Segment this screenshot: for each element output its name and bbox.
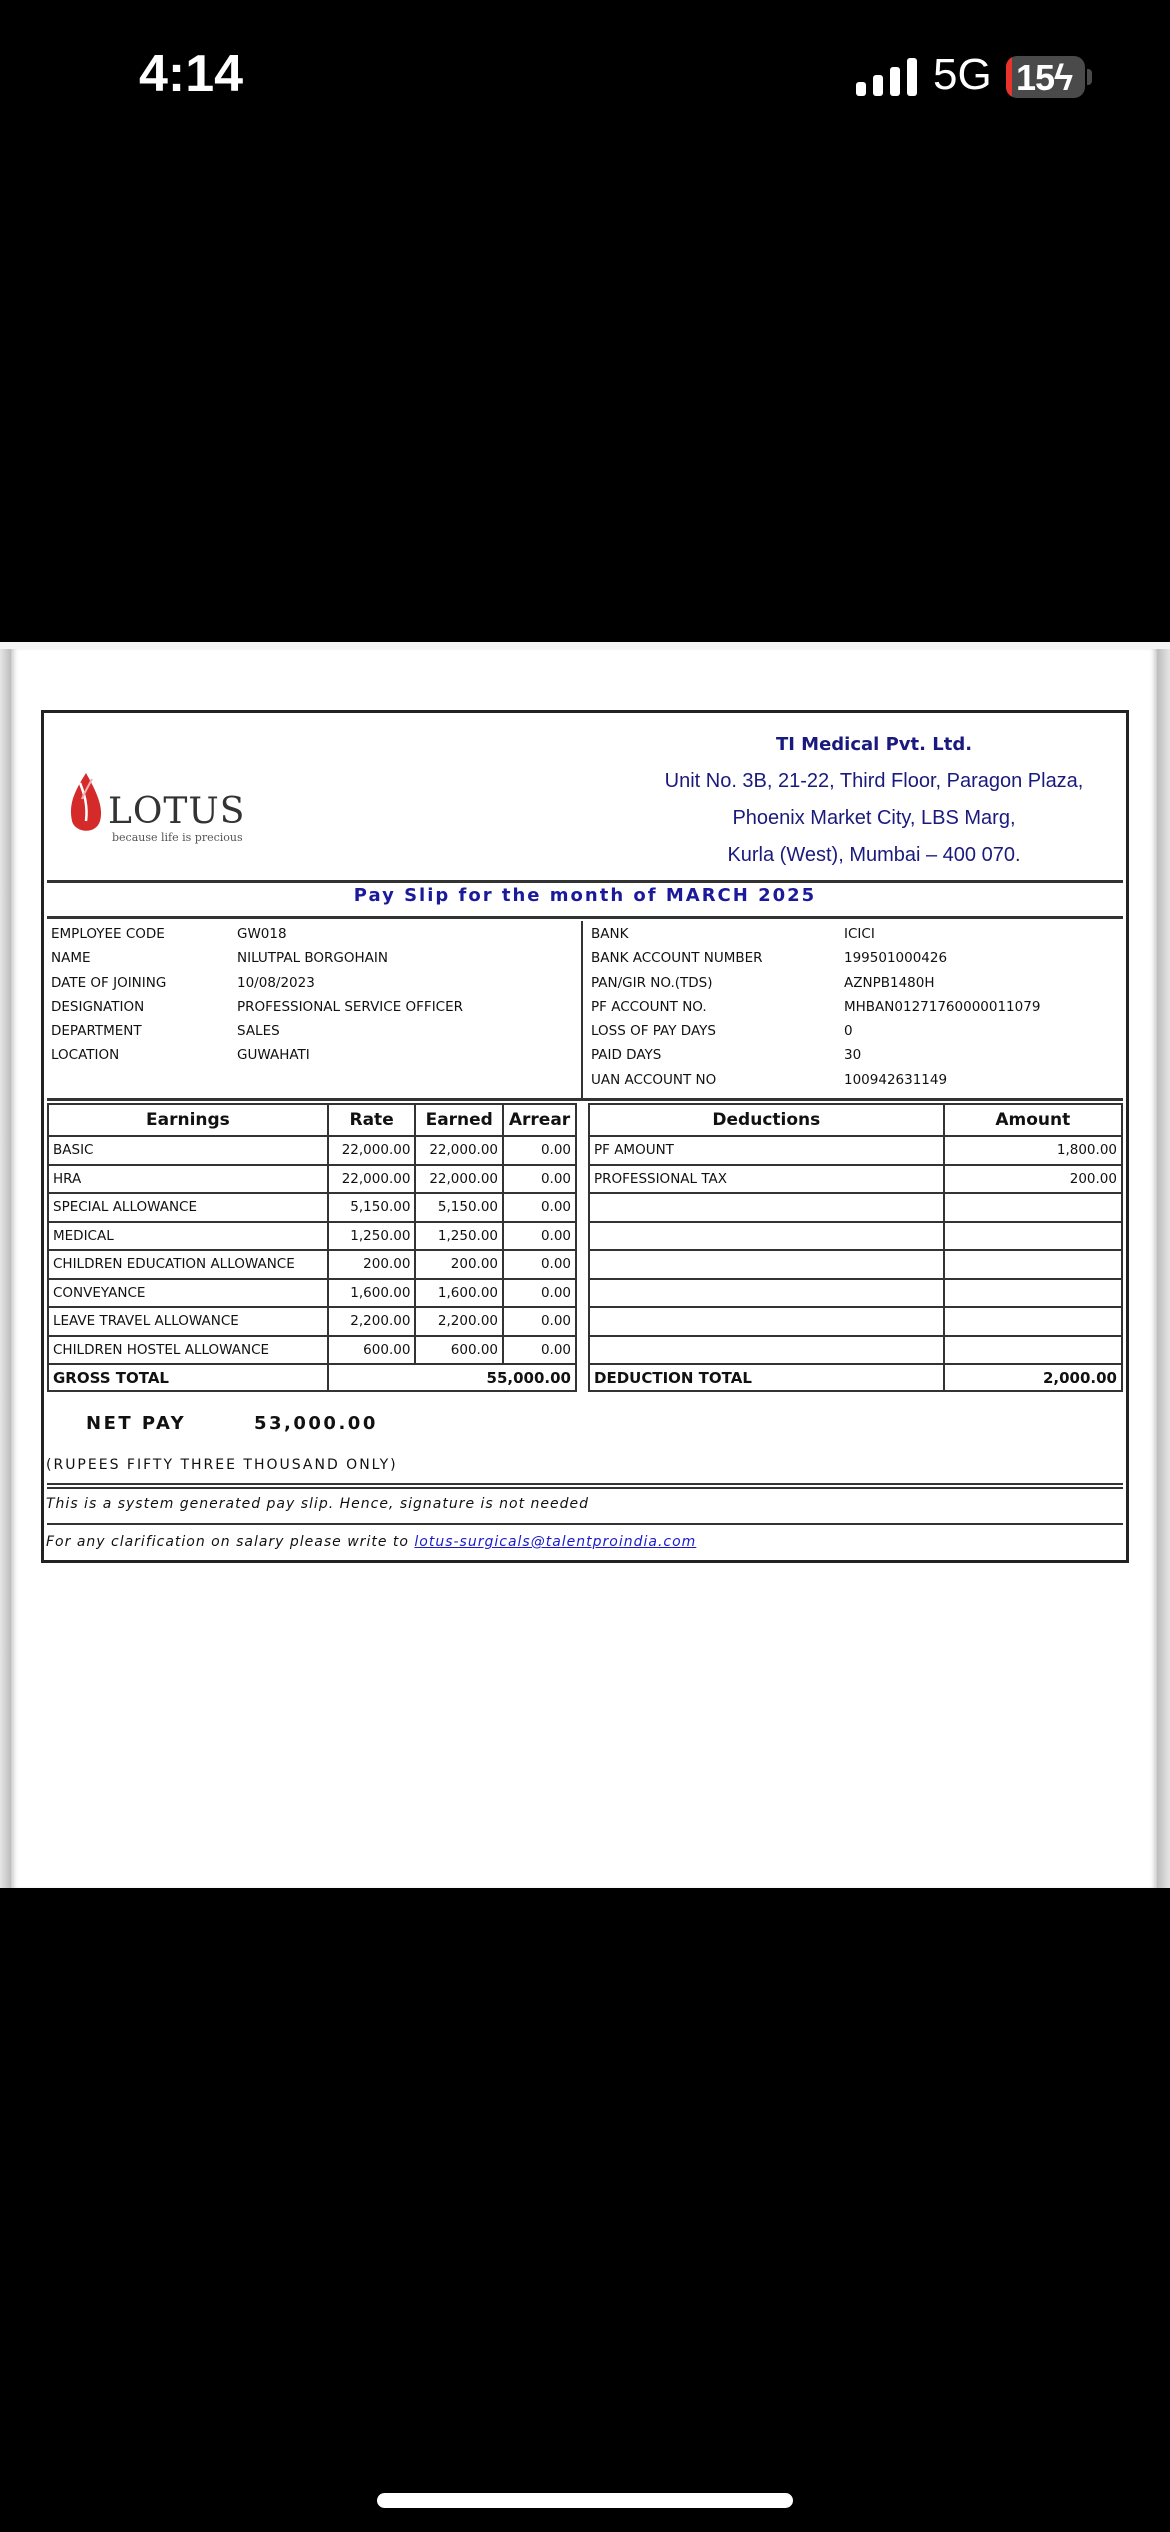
col-header-earnings: Earnings	[48, 1104, 328, 1136]
payslip	[41, 710, 1129, 1563]
status-bar	[0, 0, 1170, 150]
earning-arrear: 0.00	[503, 1193, 576, 1222]
info-label: LOSS OF PAY DAYS	[591, 1023, 716, 1040]
table-row	[48, 1336, 576, 1365]
deduction-name	[589, 1279, 944, 1308]
info-row-employee-code	[51, 926, 463, 950]
col-header-arrear: Arrear	[503, 1104, 576, 1136]
earning-name: SPECIAL ALLOWANCE	[48, 1193, 328, 1222]
deduction-name	[589, 1250, 944, 1279]
page-shadow-right	[1157, 649, 1170, 1888]
divider	[47, 1098, 1123, 1101]
cellular-signal-icon	[856, 58, 918, 96]
earning-arrear: 0.00	[503, 1136, 576, 1165]
deduction-name	[589, 1336, 944, 1365]
earning-rate: 200.00	[328, 1250, 416, 1279]
earning-earned: 2,200.00	[415, 1307, 503, 1336]
deduction-total-label: DEDUCTION TOTAL	[589, 1364, 944, 1391]
info-label: BANK ACCOUNT NUMBER	[591, 950, 763, 967]
table-row	[48, 1307, 576, 1336]
deduction-name: PROFESSIONAL TAX	[589, 1165, 944, 1194]
company-info	[624, 726, 1124, 874]
earning-arrear: 0.00	[503, 1250, 576, 1279]
deduction-amount	[944, 1250, 1122, 1279]
network-type: 5G	[933, 50, 992, 99]
deduction-amount	[944, 1279, 1122, 1308]
col-header-deductions: Deductions	[589, 1104, 944, 1136]
clock: 4:14	[139, 45, 244, 103]
net-pay-in-words: (RUPEES FIFTY THREE THOUSAND ONLY)	[46, 1457, 398, 1473]
info-value: PROFESSIONAL SERVICE OFFICER	[237, 998, 464, 1015]
deduction-amount	[944, 1222, 1122, 1251]
info-row-paid-days	[591, 1047, 1040, 1071]
clarification-text: For any clarification on salary please write to	[46, 1534, 415, 1550]
info-row-date-of-joining	[51, 975, 463, 999]
net-pay	[86, 1413, 378, 1434]
earning-rate: 600.00	[328, 1336, 416, 1365]
table-header	[589, 1104, 1122, 1136]
info-value: 30	[844, 1047, 862, 1064]
bank-info	[591, 926, 1040, 1096]
gross-total-row	[48, 1364, 576, 1391]
earning-name: MEDICAL	[48, 1222, 328, 1251]
earning-arrear: 0.00	[503, 1307, 576, 1336]
earning-name: BASIC	[48, 1136, 328, 1165]
company-logo	[66, 769, 266, 859]
divider	[47, 916, 1123, 919]
info-label: PF ACCOUNT NO.	[591, 998, 707, 1015]
earning-earned: 22,000.00	[415, 1165, 503, 1194]
net-pay-value: 53,000.00	[254, 1413, 378, 1434]
info-row-name	[51, 950, 463, 974]
table-row	[589, 1136, 1122, 1165]
info-row-uan	[591, 1072, 1040, 1096]
earning-arrear: 0.00	[503, 1336, 576, 1365]
deduction-total-row	[589, 1364, 1122, 1391]
info-value: 10/08/2023	[237, 974, 315, 991]
col-header-amount: Amount	[944, 1104, 1122, 1136]
earning-name: HRA	[48, 1165, 328, 1194]
table-row	[48, 1279, 576, 1308]
table-row	[589, 1307, 1122, 1336]
battery-cap	[1087, 69, 1092, 85]
support-email-link[interactable]: lotus-surgicals@talentproindia.com	[414, 1534, 697, 1550]
info-label: UAN ACCOUNT NO	[591, 1071, 717, 1088]
table-row	[589, 1279, 1122, 1308]
double-divider	[47, 1483, 1123, 1489]
info-row-location	[51, 1047, 463, 1071]
payslip-title: Pay Slip for the month of MARCH 2025	[353, 885, 817, 906]
info-value: GW018	[237, 926, 287, 942]
table-row	[48, 1193, 576, 1222]
info-value: 0	[844, 1023, 853, 1040]
company-address-line: Kurla (West), Mumbai – 400 070.	[727, 844, 1021, 866]
info-label: NAME	[51, 950, 91, 967]
earning-arrear: 0.00	[503, 1165, 576, 1194]
table-row	[48, 1136, 576, 1165]
deduction-name	[589, 1307, 944, 1336]
clarification-note	[46, 1534, 696, 1550]
deduction-total-value: 2,000.00	[944, 1364, 1122, 1391]
earning-rate: 2,200.00	[328, 1307, 416, 1336]
info-divider	[581, 921, 583, 1098]
deduction-amount	[944, 1336, 1122, 1365]
info-value: GUWAHATI	[237, 1047, 310, 1064]
table-row	[589, 1250, 1122, 1279]
info-value: NILUTPAL BORGOHAIN	[237, 950, 388, 967]
battery-icon	[1006, 56, 1085, 98]
earning-name: CHILDREN EDUCATION ALLOWANCE	[48, 1250, 328, 1279]
info-value: ICICI	[844, 926, 875, 942]
info-value: SALES	[237, 1023, 280, 1040]
deduction-amount: 1,800.00	[944, 1136, 1122, 1165]
earning-rate: 22,000.00	[328, 1165, 416, 1194]
earning-rate: 1,600.00	[328, 1279, 416, 1308]
info-label: DESIGNATION	[51, 998, 145, 1015]
page-shadow-left	[0, 649, 11, 1888]
info-row-department	[51, 1023, 463, 1047]
table-row	[589, 1165, 1122, 1194]
table-row	[48, 1165, 576, 1194]
table-row	[589, 1193, 1122, 1222]
info-row-loss-of-pay	[591, 1023, 1040, 1047]
earning-earned: 200.00	[415, 1250, 503, 1279]
earning-rate: 5,150.00	[328, 1193, 416, 1222]
earning-name: CONVEYANCE	[48, 1279, 328, 1308]
earning-name: CHILDREN HOSTEL ALLOWANCE	[48, 1336, 328, 1365]
deduction-name: PF AMOUNT	[589, 1136, 944, 1165]
home-indicator[interactable]	[377, 2493, 793, 2508]
gross-total-value: 55,000.00	[328, 1364, 576, 1391]
info-value: 199501000426	[844, 950, 948, 967]
earning-arrear: 0.00	[503, 1222, 576, 1251]
gross-total-label: GROSS TOTAL	[48, 1364, 328, 1391]
info-row-bank	[591, 926, 1040, 950]
lotus-flame-icon	[66, 769, 106, 839]
earnings-table	[47, 1103, 577, 1392]
table-row	[48, 1250, 576, 1279]
deductions-table	[588, 1103, 1123, 1392]
info-label: PAID DAYS	[591, 1047, 662, 1064]
deduction-amount: 200.00	[944, 1165, 1122, 1194]
col-header-rate: Rate	[328, 1104, 416, 1136]
info-label: PAN/GIR NO.(TDS)	[591, 974, 713, 991]
earning-earned: 1,600.00	[415, 1279, 503, 1308]
info-value: AZNPB1480H	[844, 974, 935, 991]
logo-text: LOTUS	[108, 791, 246, 832]
system-generated-note: This is a system generated pay slip. Hence, signature is not needed	[46, 1496, 590, 1512]
table-header	[48, 1104, 576, 1136]
net-pay-label: NET PAY	[86, 1413, 187, 1434]
earning-name: LEAVE TRAVEL ALLOWANCE	[48, 1307, 328, 1336]
deduction-name	[589, 1193, 944, 1222]
employee-info	[51, 926, 463, 1072]
info-label: EMPLOYEE CODE	[51, 926, 165, 942]
table-row	[48, 1222, 576, 1251]
earning-earned: 1,250.00	[415, 1222, 503, 1251]
info-row-designation	[51, 999, 463, 1023]
info-label: DATE OF JOINING	[51, 974, 167, 991]
earning-earned: 5,150.00	[415, 1193, 503, 1222]
deduction-amount	[944, 1193, 1122, 1222]
info-row-pan	[591, 975, 1040, 999]
earning-earned: 600.00	[415, 1336, 503, 1365]
info-row-bank-account	[591, 950, 1040, 974]
earning-rate: 22,000.00	[328, 1136, 416, 1165]
deduction-amount	[944, 1307, 1122, 1336]
divider	[47, 880, 1123, 883]
logo-tagline: because life is precious	[112, 831, 243, 844]
earning-earned: 22,000.00	[415, 1136, 503, 1165]
battery-level: 15	[1016, 57, 1055, 98]
company-name: TI Medical Pvt. Ltd.	[775, 734, 973, 755]
divider	[47, 1523, 1123, 1525]
table-row	[589, 1336, 1122, 1365]
earning-rate: 1,250.00	[328, 1222, 416, 1251]
table-row	[589, 1222, 1122, 1251]
info-row-pf-account	[591, 999, 1040, 1023]
deduction-name	[589, 1222, 944, 1251]
col-header-earned: Earned	[415, 1104, 503, 1136]
info-label: BANK	[591, 926, 629, 942]
info-label: LOCATION	[51, 1047, 120, 1064]
charging-bolt-icon: ϟ	[1054, 57, 1073, 98]
info-value: MHBAN01271760000011079	[844, 998, 1041, 1015]
company-address-line: Unit No. 3B, 21-22, Third Floor, Paragon Plaza,	[664, 770, 1084, 792]
info-value: 100942631149	[844, 1071, 948, 1088]
earning-arrear: 0.00	[503, 1279, 576, 1308]
info-label: DEPARTMENT	[51, 1023, 142, 1040]
company-address-line: Phoenix Market City, LBS Marg,	[732, 807, 1016, 829]
